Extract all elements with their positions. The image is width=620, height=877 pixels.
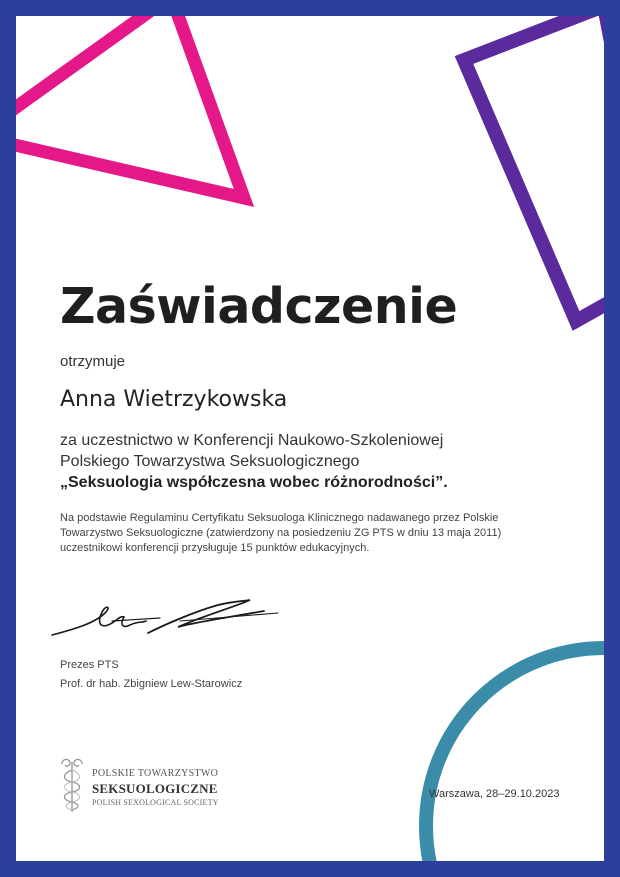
signer-name: Prof. dr hab. Zbigniew Lew-Starowicz	[60, 678, 243, 690]
caduceus-icon	[56, 756, 88, 814]
logo-line-3: POLISH SEXOLOGICAL SOCIETY	[92, 798, 219, 807]
participation-line-1: za uczestnictwo w Konferencji Naukowo-Szkoleniowej	[60, 432, 444, 449]
certificate-page	[16, 16, 604, 861]
participation-line-2: Polskiego Towarzystwa Seksuologicznego	[60, 453, 360, 470]
logo-line-1: POLSKIE TOWARZYSTWO	[92, 768, 219, 779]
event-name: „Seksuologia współczesna wobec różnorodności”.	[60, 474, 448, 491]
recipient-name: Anna Wietrzykowska	[60, 387, 288, 412]
handwritten-signature	[50, 591, 290, 651]
decorative-square	[464, 16, 604, 321]
signer-role: Prezes PTS	[60, 659, 119, 671]
participation-text	[60, 430, 560, 493]
regulation-note: Na podstawie Regulaminu Certyfikatu Seksuologa Klinicznego nadawanego przez Polskie Towarzystwo Seksuologiczne (zatwierdzony na posiedzeniu ZG PTS w dniu 13 maja 2011) uczestnikowi konferencji przysługuje 15 punktów edukacyjnych.	[60, 512, 502, 554]
decorative-circle	[426, 648, 604, 861]
place-date: Warszawa, 28–29.10.2023	[429, 788, 560, 800]
logo-line-2: SEKSUOLOGICZNE	[92, 781, 218, 796]
decorative-triangle	[16, 16, 244, 198]
society-logo	[56, 756, 236, 814]
certificate-title: Zaświadczenie	[60, 278, 458, 335]
receives-label: otrzymuje	[60, 353, 126, 370]
